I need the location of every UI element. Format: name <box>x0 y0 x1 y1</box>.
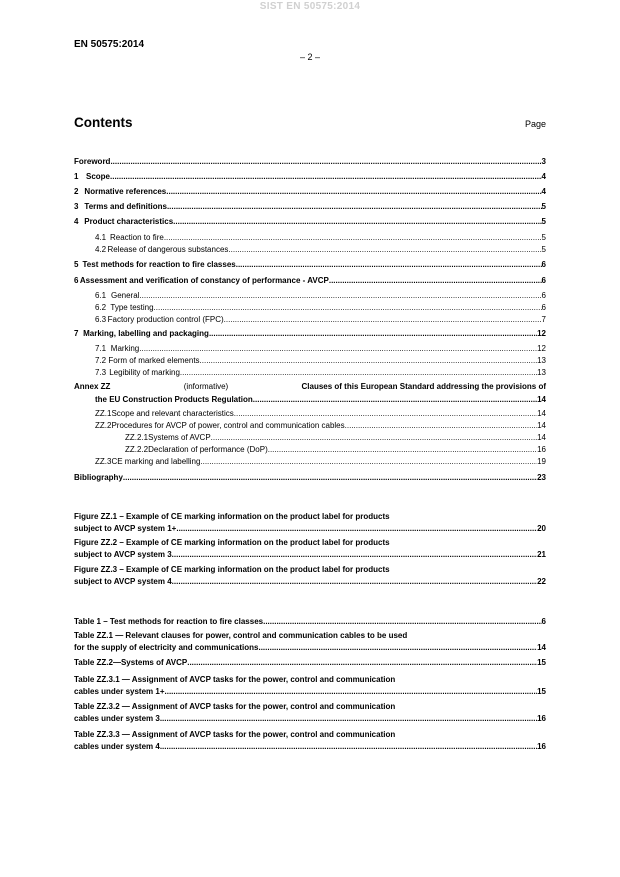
figure-entry-line1[interactable]: Figure ZZ.2 – Example of CE marking information on the product label for products <box>74 538 390 547</box>
annex-subentry[interactable]: ZZ.3 CE marking and labelling ..... 19 <box>95 456 546 468</box>
toc-subentry[interactable]: 4.2 Release of dangerous substances ..... 5 <box>95 244 546 256</box>
figure-entry-line1[interactable]: Figure ZZ.3 – Example of CE marking information on the product label for products <box>74 565 390 574</box>
annex-subsubentry[interactable]: ZZ.2.1 Systems of AVCP ..... 14 <box>125 432 546 444</box>
figure-entry-line1[interactable]: Figure ZZ.1 – Example of CE marking information on the product label for products <box>74 512 390 521</box>
annex-subentry[interactable]: ZZ.1 Scope and relevant characteristics ..... 14 <box>95 408 546 420</box>
toc-subentry[interactable]: 7.1 Marking ..... 12 <box>95 343 546 355</box>
table-entry[interactable]: cables under system 1+ ..... 15 <box>74 686 546 698</box>
toc-subentry[interactable]: 4.1 Reaction to fire ..... 5 <box>95 232 546 244</box>
table-entry-line1[interactable]: Table ZZ.3.2 — Assignment of AVCP tasks for the power, control and communication <box>74 702 396 711</box>
page-column-label: Page <box>524 119 546 129</box>
figure-entry[interactable]: subject to AVCP system 4 ..... 22 <box>74 576 546 588</box>
toc-entry[interactable]: 4 Product characteristics ..... 5 <box>74 216 546 228</box>
toc-subentry[interactable]: 6.1 General ..... 6 <box>95 290 546 302</box>
standard-header: EN 50575:2014 <box>74 39 145 50</box>
page-number: – 2 – <box>299 52 321 62</box>
toc-entry[interactable]: 1 Scope ..... 4 <box>74 171 546 183</box>
table-entry[interactable]: Table 1 – Test methods for reaction to fire classes ..... 6 <box>74 616 546 628</box>
toc-entry-bibliography[interactable]: Bibliography ..... 23 <box>74 472 546 484</box>
toc-entry-foreword[interactable]: Foreword ..... 3 <box>74 156 546 168</box>
toc-entry[interactable]: 2 Normative references ..... 4 <box>74 186 546 198</box>
toc-entry[interactable]: 5 Test methods for reaction to fire classes ..... 6 <box>74 259 546 271</box>
table-entry-line1[interactable]: Table ZZ.3.1 — Assignment of AVCP tasks for the power, control and communication <box>74 675 396 684</box>
annex-heading[interactable]: Annex ZZ (informative) Clauses of this European Standard addressing the provisions of <box>74 382 546 391</box>
table-entry-line1[interactable]: Table ZZ.3.3 — Assignment of AVCP tasks for the power, control and communication <box>74 730 396 739</box>
table-entry[interactable]: cables under system 4 ..... 16 <box>74 741 546 753</box>
toc-subentry[interactable]: 6.2 Type testing ..... 6 <box>95 302 546 314</box>
figure-entry[interactable]: subject to AVCP system 3 ..... 21 <box>74 549 546 561</box>
table-entry[interactable]: for the supply of electricity and communications ..... 14 <box>74 642 546 654</box>
toc-entry[interactable]: 3 Terms and definitions ..... 5 <box>74 201 546 213</box>
toc-subentry[interactable]: 6.3 Factory production control (FPC) ..... 7 <box>95 314 546 326</box>
figure-entry[interactable]: subject to AVCP system 1+ ..... 20 <box>74 523 546 535</box>
watermark: SIST EN 50575:2014 <box>259 1 361 12</box>
toc-subentry[interactable]: 7.3 Legibility of marking ..... 13 <box>95 367 546 379</box>
toc-entry[interactable]: 6 Assessment and verification of constancy of performance - AVCP ..... 6 <box>74 275 546 287</box>
annex-subentry[interactable]: ZZ.2 Procedures for AVCP of power, control and communication cables ..... 14 <box>95 420 546 432</box>
table-entry-line1[interactable]: Table ZZ.1 — Relevant clauses for power, control and communication cables to be used <box>74 631 408 640</box>
toc-subentry[interactable]: 7.2 Form of marked elements ..... 13 <box>95 355 546 367</box>
toc-entry[interactable]: 7 Marking, labelling and packaging ..... 12 <box>74 328 546 340</box>
table-entry[interactable]: cables under system 3 ..... 16 <box>74 713 546 725</box>
contents-heading: Contents <box>74 115 133 130</box>
annex-heading-line2[interactable]: the EU Construction Products Regulation ..... 14 <box>95 394 546 406</box>
annex-subsubentry[interactable]: ZZ.2.2 Declaration of performance (DoP) ..... 16 <box>125 444 546 456</box>
table-entry[interactable]: Table ZZ.2—Systems of AVCP ..... 15 <box>74 657 546 669</box>
